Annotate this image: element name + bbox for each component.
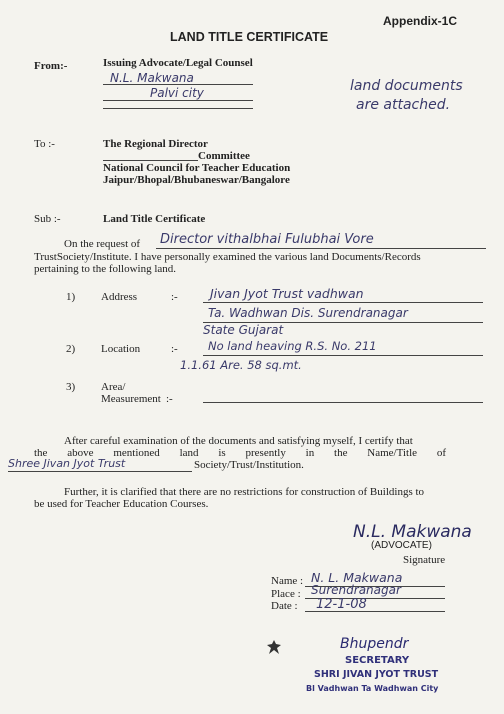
to-line-2: Committee — [198, 150, 250, 162]
item-1-separator: :- — [171, 291, 178, 303]
item-2-line-1 — [203, 355, 483, 356]
item-1-handwritten-line-1: Jivan Jyot Trust vadhwan — [210, 286, 364, 301]
item-3-separator: :- — [166, 393, 173, 405]
side-note-line-2: are attached. — [356, 97, 451, 113]
signature-label: Signature — [403, 554, 446, 566]
item-2-handwritten-line-2: 1.1.61 Are. 58 sq.mt. — [180, 358, 302, 372]
place-value: Surendranagar — [311, 583, 401, 597]
from-handwritten-place: Palvi city — [150, 86, 204, 100]
document-title: LAND TITLE CERTIFICATE — [170, 30, 329, 44]
item-1-handwritten-line-3: State Gujarat — [203, 323, 284, 337]
stamp-handwritten-signature: Bhupendr — [340, 636, 409, 652]
cert-word: mentioned — [113, 447, 160, 459]
signature-role: (ADVOCATE) — [371, 540, 432, 551]
further-line-2: be used for Teacher Education Courses. — [34, 498, 209, 510]
cert-word: of — [436, 447, 446, 459]
ink-mark — [266, 639, 282, 655]
date-label: Date : — [271, 600, 298, 612]
request-line-2: TrustSociety/Institute. I have personally examined the various land Documents/Records — [34, 251, 421, 263]
from-line-2 — [103, 100, 253, 101]
to-line-3: National Council for Teacher Education — [103, 162, 291, 174]
item-3-line — [203, 402, 483, 403]
request-underline — [156, 248, 486, 249]
place-label: Place : — [271, 588, 301, 600]
cert-word: in — [305, 447, 315, 459]
appendix-label: Appendix-1C — [383, 14, 458, 28]
item-2-label: Location — [101, 343, 141, 355]
from-label: From:- — [34, 60, 68, 72]
name-value: N. L. Makwana — [311, 570, 403, 585]
item-1-number: 1) — [66, 291, 76, 303]
sub-label: Sub :- — [34, 213, 61, 225]
cert-suffix: Society/Trust/Institution. — [194, 459, 304, 471]
date-underline — [305, 611, 445, 612]
signature-handwritten: N.L. Makwana — [353, 522, 472, 542]
item-1-label: Address — [101, 291, 138, 303]
cert-word: land — [179, 447, 199, 459]
from-line-1 — [103, 84, 253, 85]
cert-word: the — [34, 447, 48, 459]
date-value: 12-1-08 — [316, 597, 367, 612]
to-line-1: The Regional Director — [103, 138, 208, 150]
item-3-label: Area/ — [101, 381, 126, 393]
item-2-separator: :- — [171, 343, 178, 355]
from-handwritten-name: N.L. Makwana — [110, 71, 194, 85]
to-line-4: Jaipur/Bhopal/Bhubaneswar/Bangalore — [103, 174, 290, 186]
item-3-label-2: Measurement — [101, 393, 161, 405]
item-1-handwritten-line-2: Ta. Wadhwan Dis. Surendranagar — [208, 306, 408, 320]
cert-word: Name/Title — [367, 447, 418, 459]
from-role: Issuing Advocate/Legal Counsel — [103, 57, 253, 69]
item-3-number: 3) — [66, 381, 76, 393]
cert-word: the — [334, 447, 348, 459]
item-2-handwritten-line-1: No land heaving R.S. No. 211 — [208, 339, 377, 353]
cert-handwritten-name: Shree Jivan Jyot Trust — [8, 457, 126, 470]
further-line-1: Further, it is clarified that there are no restrictions for construction of Buildings to — [64, 486, 425, 498]
request-handwritten-name: Director vithalbhai Fulubhai Vore — [160, 232, 374, 247]
stamp-line-3: Bl Vadhwan Ta Wadhwan City — [306, 684, 439, 693]
item-1-line-1 — [203, 302, 483, 303]
sub-text: Land Title Certificate — [103, 213, 206, 225]
from-line-3 — [103, 108, 253, 109]
stamp-line-1: SECRETARY — [345, 655, 410, 666]
cert-word: above — [67, 447, 94, 459]
cert-word: is — [218, 447, 226, 459]
item-2-number: 2) — [66, 343, 76, 355]
stamp-line-2: SHRI JIVAN JYOT TRUST — [314, 669, 439, 680]
name-label: Name : — [271, 575, 304, 587]
to-underline — [103, 160, 198, 161]
cert-underline — [8, 471, 192, 472]
request-line-3: pertaining to the following land. — [34, 263, 177, 275]
to-label: To :- — [34, 138, 55, 150]
request-prefix: On the request of — [64, 238, 141, 250]
cert-line-1: After careful examination of the documents and satisfying myself, I certify that — [64, 435, 413, 447]
cert-word: presently — [245, 447, 286, 459]
side-note-line-1: land documents — [350, 78, 463, 94]
